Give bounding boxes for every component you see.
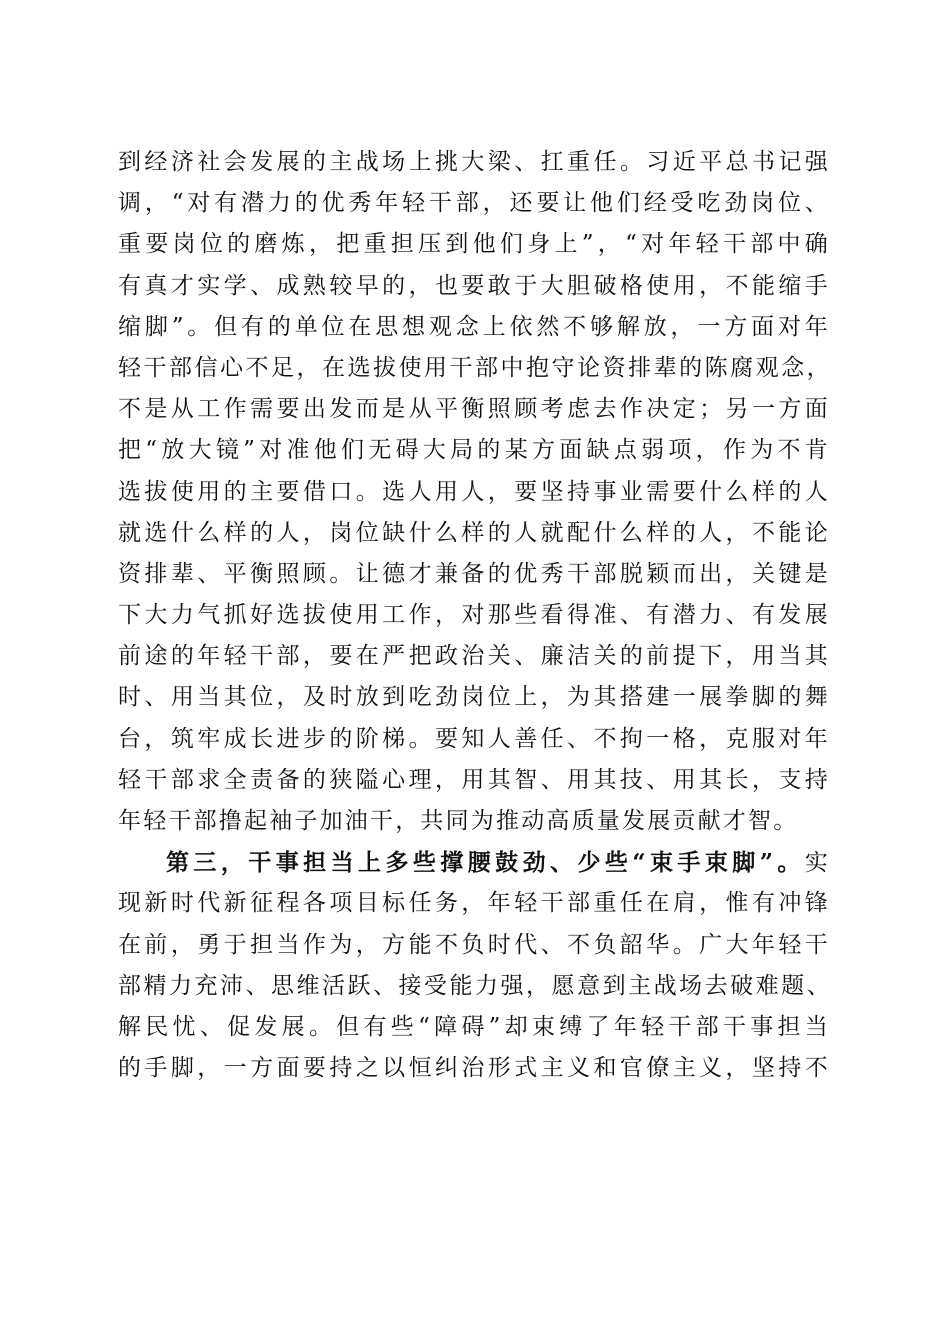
text-line: 轻干部信心不足，在选拔使用干部中抱守论资排辈的陈腐观念，: [118, 354, 830, 381]
text-line: 把“放大镜”对准他们无碍大局的某方面缺点弱项，作为不肯: [118, 437, 830, 464]
document-body: [118, 142, 830, 1089]
text-line-first: [118, 842, 830, 883]
paragraph-2: [118, 842, 830, 1089]
text-line: 下大力气抓好选拔使用工作，对那些看得准、有潜力、有发展: [118, 602, 830, 629]
text-line: 解民忧、促发展。但有些“障碍”却束缚了年轻干部干事担当: [118, 1013, 830, 1040]
text-line: 到经济社会发展的主战场上挑大梁、扛重任。习近平总书记强: [118, 149, 830, 175]
text-line: 台，筑牢成长进步的阶梯。要知人善任、不拘一格，克服对年: [118, 725, 830, 752]
text-line: 重要岗位的磨炼，把重担压到他们身上”，“对年轻干部中确: [118, 231, 830, 258]
text-run: 实: [804, 850, 830, 877]
text-line: 的手脚，一方面要持之以恒纠治形式主义和官僚主义，坚持不: [118, 1055, 830, 1082]
text-line: 不是从工作需要出发而是从平衡照顾考虑去作决定；另一方面: [118, 396, 830, 423]
text-line: 有真才实学、成熟较早的，也要敢于大胆破格使用，不能缩手: [118, 272, 830, 299]
text-line: 缩脚”。但有的单位在思想观念上依然不够解放，一方面对年: [118, 313, 830, 340]
text-line: 在前，勇于担当作为，方能不负时代、不负韶华。广大年轻干: [118, 931, 830, 958]
text-line: 调，“对有潜力的优秀年轻干部，还要让他们经受吃劲岗位、: [118, 190, 830, 217]
section-heading: 第三，干事担当上多些撑腰鼓劲、少些“束手束脚”。: [166, 849, 805, 877]
text-line: 时、用当其位，及时放到吃劲岗位上，为其搭建一展拳脚的舞: [118, 684, 830, 711]
text-line: 就选什么样的人，岗位缺什么样的人就配什么样的人，不能论: [118, 519, 830, 546]
text-line: 选拔使用的主要借口。选人用人，要坚持事业需要什么样的人: [118, 478, 830, 505]
text-line: 现新时代新征程各项目标任务，年轻干部重任在肩，惟有冲锋: [118, 890, 830, 917]
text-line: 前途的年轻干部，要在严把政治关、廉洁关的前提下，用当其: [118, 643, 830, 670]
text-line: 轻干部求全责备的狭隘心理，用其智、用其技、用其长，支持: [118, 766, 830, 793]
text-line: 部精力充沛、思维活跃、接受能力强，愿意到主战场去破难题、: [118, 972, 830, 999]
text-line: 年轻干部撸起袖子加油干，共同为推动高质量发展贡献才智。: [118, 808, 799, 834]
text-line: 资排辈、平衡照顾。让德才兼备的优秀干部脱颖而出，关键是: [118, 560, 830, 587]
paragraph-1: [118, 142, 830, 842]
